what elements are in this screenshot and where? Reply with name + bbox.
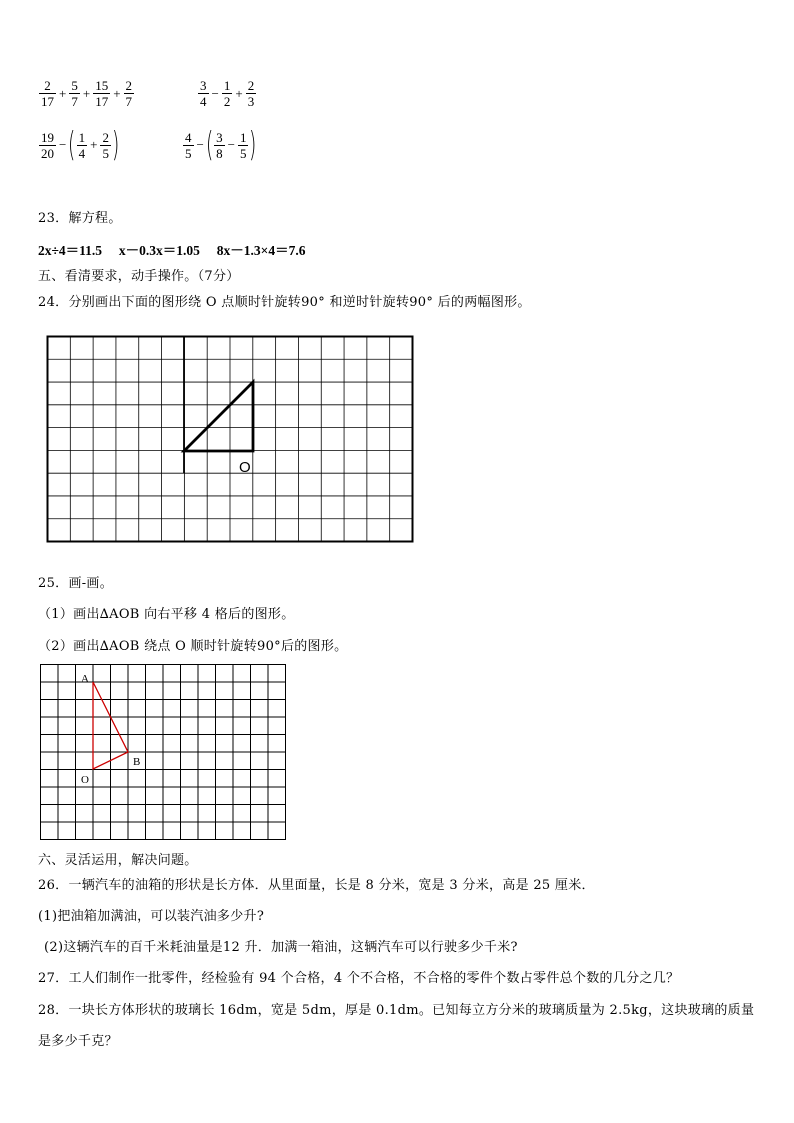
operator: + xyxy=(235,85,243,101)
q28-line1: 28．一块长方体形状的玻璃长 16dm，宽是 5dm，厚是 0.1dm。已知每立方分米的玻璃质量为 2.5kg，这块玻璃的质量 xyxy=(38,1003,755,1018)
operator: − xyxy=(211,85,219,101)
operator: + xyxy=(82,85,91,101)
operator: − xyxy=(227,137,235,152)
fraction: $\frac{4}{5}$ xyxy=(185,129,192,161)
q25-label-a: A xyxy=(81,673,89,685)
fraction: $\frac{2}{7}$ xyxy=(125,78,133,109)
q24-grid-figure xyxy=(45,334,415,544)
q25-part1: （1）画出∆AOB 向右平移 4 格后的图形。 xyxy=(38,607,295,622)
operator: + xyxy=(59,85,67,101)
fraction: $\frac{1}{5}$ xyxy=(239,129,247,161)
expression-1 xyxy=(38,78,135,109)
q25-title: 25．画-画。 xyxy=(38,576,114,591)
expression-2 xyxy=(197,78,257,109)
operator: + xyxy=(90,137,98,152)
q28-line2: 是多少千克？ xyxy=(38,1034,118,1049)
expression-3 xyxy=(38,125,120,165)
q26-part2: (2)这辆汽车的百千米耗油量是12 升．加满一箱油，这辆汽车可以行驶多少千米? xyxy=(44,940,518,955)
left-paren: ( xyxy=(68,125,76,165)
q25-label-o: O xyxy=(81,774,89,786)
q23-equations: 2x÷4＝11.5 x－0.3x＝1.05 8x－1.3×4＝7.6 xyxy=(38,243,306,258)
fraction: $\frac{3}{4}$ xyxy=(200,78,207,109)
q24-triangle xyxy=(184,382,253,451)
fraction: $\frac{1}{2}$ xyxy=(223,78,231,109)
q23-title: 23．解方程。 xyxy=(38,211,122,226)
q26-part1: (1)把油箱加满油，可以装汽油多少升? xyxy=(38,909,265,924)
fraction: $\frac{19}{20}$ xyxy=(41,129,54,161)
fraction: $\frac{3}{8}$ xyxy=(216,129,223,161)
operator: − xyxy=(196,137,204,152)
operator: + xyxy=(113,85,121,101)
right-paren: ) xyxy=(111,125,120,165)
fraction: $\frac{5}{7}$ xyxy=(71,78,78,109)
fraction: $\frac{2}{3}$ xyxy=(247,78,255,109)
fraction: $\frac{15}{17}$ xyxy=(95,78,109,109)
q25-label-b: B xyxy=(133,756,141,768)
operator: − xyxy=(59,137,67,152)
fraction: $\frac{2}{5}$ xyxy=(102,129,109,161)
q24-title: 24．分别画出下面的图形绕 O 点顺时针旋转90° 和逆时针旋转90° 后的两幅图形。 xyxy=(38,295,531,310)
fraction: $\frac{2}{17}$ xyxy=(41,78,54,109)
expression-4 xyxy=(182,125,257,165)
q24-point-o-label: O xyxy=(239,459,251,476)
q25-part2: （2）画出∆AOB 绕点 O 顺时针旋转90°后的图形。 xyxy=(38,639,348,654)
right-paren: ) xyxy=(249,125,257,165)
q26-title: 26．一辆汽车的油箱的形状是长方体．从里面量，长是 8 分米，宽是 3 分米，高是 25 厘米． xyxy=(38,878,595,893)
q27-text: 27．工人们制作一批零件，经检验有 94 个合格，4 个不合格，不合格的零件个数占零件总个数的几分之几？ xyxy=(38,971,680,986)
section-6-heading: 六、灵活运用，解决问题。 xyxy=(38,853,198,868)
q25-grid-figure xyxy=(40,664,290,842)
left-paren: ( xyxy=(205,125,214,165)
section-5-heading: 五、看清要求，动手操作。（7分） xyxy=(38,269,240,284)
fraction: $\frac{1}{4}$ xyxy=(78,129,86,161)
